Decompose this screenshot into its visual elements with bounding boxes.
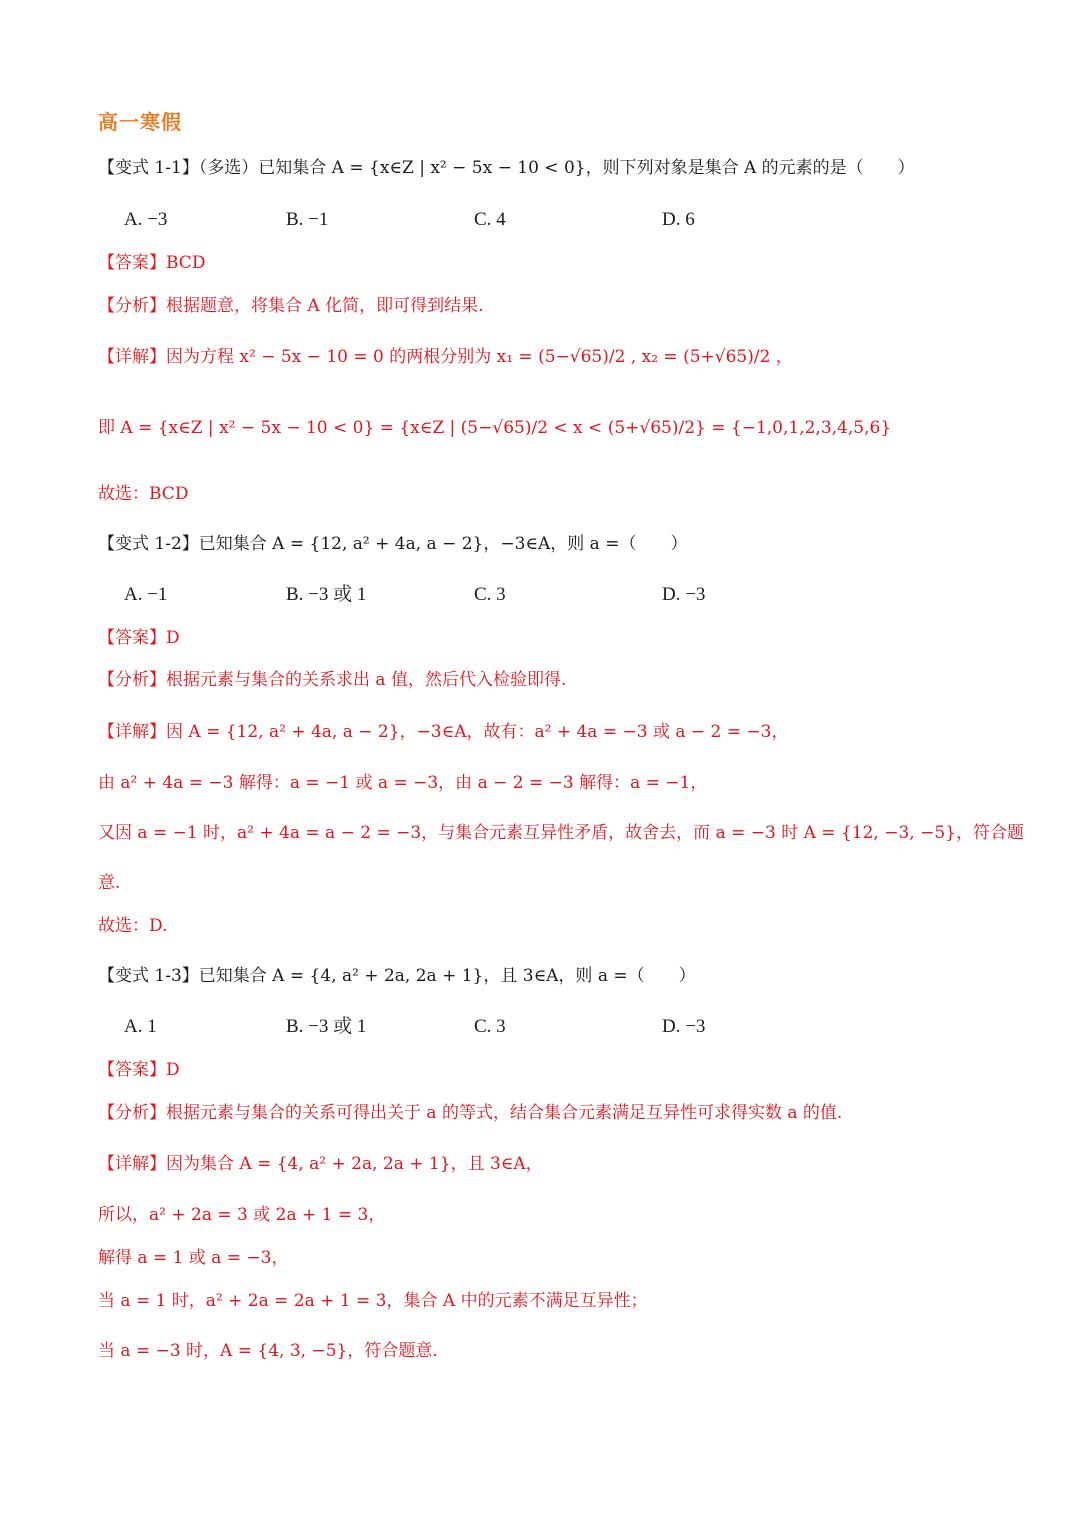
question-1-3-stem: 【变式 1-3】已知集合 A = {4, a² + 2a, 2a + 1}，且 3∈A，则 a =（ ）	[98, 966, 696, 986]
answer-1-2: 【答案】D	[98, 628, 180, 648]
option-a: A. −3	[124, 209, 168, 230]
detail-1-1-line1: 【详解】因为方程 x² − 5x − 10 = 0 的两根分别为 x₁ = (5−√65)/2 , x₂ = (5+√65)/2 ，	[98, 347, 793, 367]
analysis-1-2: 【分析】根据元素与集合的关系求出 a 值，然后代入检验即得.	[98, 670, 567, 690]
detail-1-3-line1: 【详解】因为集合 A = {4, a² + 2a, 2a + 1}，且 3∈A，	[98, 1154, 543, 1174]
detail-1-2-line2: 由 a² + 4a = −3 解得：a = −1 或 a = −3，由 a − 2 = −3 解得：a = −1，	[98, 773, 708, 793]
analysis-1-1: 【分析】根据题意，将集合 A 化简，即可得到结果.	[98, 296, 484, 316]
option-b: B. −3 或 1	[286, 1016, 367, 1037]
option-c: C. 4	[474, 209, 506, 230]
choice-1-1: 故选：BCD	[98, 484, 189, 504]
detail-1-3-line2: 所以，a² + 2a = 3 或 2a + 1 = 3，	[98, 1205, 386, 1225]
option-c: C. 3	[474, 584, 506, 605]
question-1-1-stem: 【变式 1-1】（多选）已知集合 A = {x∈Z | x² − 5x − 10 < 0}，则下列对象是集合 A 的元素的是（ ）	[98, 158, 915, 178]
answer-1-3: 【答案】D	[98, 1060, 180, 1080]
detail-1-3-line5: 当 a = −3 时，A = {4, 3, −5}，符合题意.	[98, 1341, 438, 1361]
option-d: D. −3	[662, 1016, 706, 1037]
answer-1-1: 【答案】BCD	[98, 253, 206, 273]
analysis-1-3: 【分析】根据元素与集合的关系可得出关于 a 的等式，结合集合元素满足互异性可求得实数 a 的值.	[98, 1103, 843, 1123]
page-header: 高一寒假	[98, 110, 182, 134]
question-1-2-stem: 【变式 1-2】已知集合 A = {12, a² + 4a, a − 2}，−3∈A，则 a =（ ）	[98, 534, 688, 554]
option-c: C. 3	[474, 1016, 506, 1037]
choice-1-2: 故选：D.	[98, 916, 168, 936]
option-a: A. −1	[124, 584, 168, 605]
detail-1-2-line4: 意.	[98, 873, 121, 893]
option-b: B. −3 或 1	[286, 584, 367, 605]
option-a: A. 1	[124, 1016, 157, 1037]
detail-1-2-line3: 又因 a = −1 时，a² + 4a = a − 2 = −3，与集合元素互异性矛盾，故舍去，而 a = −3 时 A = {12, −3, −5}，符合题	[98, 823, 1024, 843]
option-d: D. −3	[662, 584, 706, 605]
detail-1-1-line2: 即 A = {x∈Z | x² − 5x − 10 < 0} = {x∈Z | (5−√65)/2 < x < (5+√65)/2} = {−1,0,1,2,3,4,5,6}	[98, 418, 892, 438]
detail-1-3-line4: 当 a = 1 时，a² + 2a = 2a + 1 = 3，集合 A 中的元素不满足互异性；	[98, 1291, 648, 1311]
option-d: D. 6	[662, 209, 695, 230]
option-b: B. −1	[286, 209, 329, 230]
detail-1-2-line1: 【详解】因 A = {12, a² + 4a, a − 2}，−3∈A，故有：a² + 4a = −3 或 a − 2 = −3，	[98, 722, 789, 742]
detail-1-3-line3: 解得 a = 1 或 a = −3，	[98, 1248, 289, 1268]
